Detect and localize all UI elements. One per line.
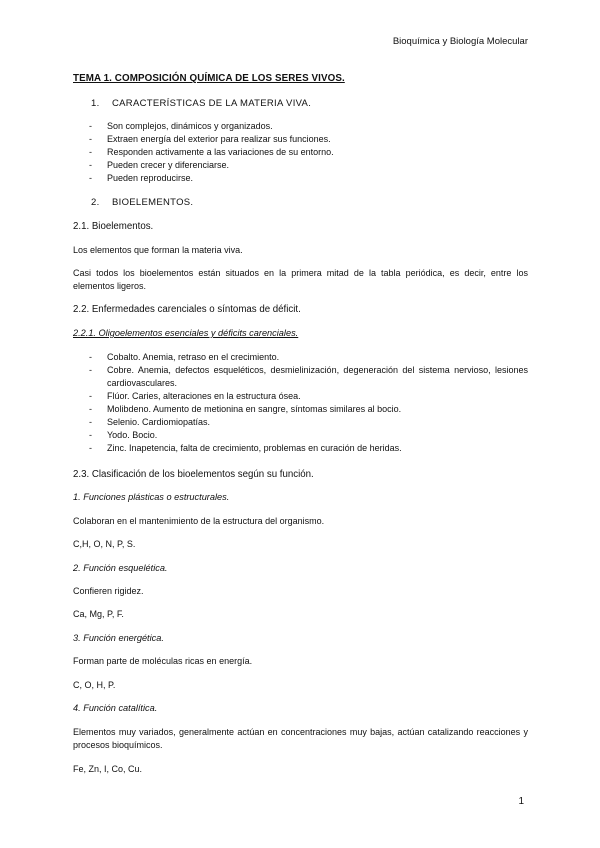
section2-heading [73, 196, 193, 209]
list-item: - Flúor. Caries, alteraciones en la estructura ósea. [89, 391, 301, 401]
list-item: - Pueden reproducirse. [89, 173, 194, 183]
list-item: - Son complejos, dinámicos y organizados. [89, 121, 273, 131]
s21-heading: 2.1. Bioelementos. [73, 221, 154, 232]
s221-heading: 2.2.1. Oligoelementos esenciales y déficits carenciales. [73, 328, 299, 338]
list-item: - Cobre. Anemia, defectos esqueléticos, desmielinización, degeneración del sistema nervioso, lesiones cardiovasculares. [89, 365, 528, 388]
function-4-elements: Fe, Zn, I, Co, Cu. [73, 764, 143, 774]
main-title: TEMA 1. COMPOSICIÓN QUÍMICA DE LOS SERES VIVOS. [73, 73, 345, 84]
list-item: - Responden activamente a las variaciones de su entorno. [89, 147, 334, 157]
function-3-desc: Forman parte de moléculas ricas en energía. [73, 656, 253, 666]
s22-list [73, 351, 528, 455]
function-2-elements: Ca, Mg, P, F. [73, 609, 124, 619]
list-item: - Selenio. Cardiomiopatías. [89, 417, 211, 427]
function-3-elements: C, O, H, P. [73, 680, 116, 690]
section1-list [73, 120, 528, 185]
function-1-desc: Colaboran en el mantenimiento de la estructura del organismo. [73, 516, 325, 526]
function-1-title: 1. Funciones plásticas o estructurales. [73, 492, 230, 502]
s21-paragraph-2: Casi todos los bioelementos están situados en la primera mitad de la tabla periódica, es decir, entre los elementos ligeros. [73, 268, 528, 291]
function-2-desc: Confieren rigidez. [73, 586, 144, 596]
function-1-elements: C,H, O, N, P, S. [73, 539, 136, 549]
function-2-title: 2. Función esquelética. [73, 563, 168, 573]
page-number: 1 [518, 796, 524, 807]
s21-paragraph-1: Los elementos que forman la materia viva. [73, 245, 243, 255]
function-3-title: 3. Función energética. [73, 633, 164, 643]
running-header: Bioquímica y Biología Molecular [392, 36, 528, 47]
function-4-desc: Elementos muy variados, generalmente actúan en concentraciones muy bajas, actúan catalizando reacciones y procesos bioquímicos. [73, 727, 528, 750]
section2-number: 2. [91, 197, 100, 208]
s22-heading: 2.2. Enfermedades carenciales o síntomas de déficit. [73, 304, 301, 315]
section1-heading [73, 97, 311, 110]
list-item: - Yodo. Bocio. [89, 430, 158, 440]
section2-title: BIOELEMENTOS. [112, 197, 194, 208]
list-item: - Zinc. Inapetencia, falta de crecimiento, problemas en curación de heridas. [89, 443, 402, 453]
s23-heading: 2.3. Clasificación de los bioelementos según su función. [73, 469, 314, 480]
list-item: - Molibdeno. Aumento de metionina en sangre, síntomas similares al bocio. [89, 404, 402, 414]
function-4-title: 4. Función catalítica. [73, 703, 158, 713]
section1-number: 1. [91, 98, 100, 109]
list-item: - Pueden crecer y diferenciarse. [89, 160, 230, 170]
list-item: - Extraen energía del exterior para realizar sus funciones. [89, 134, 331, 144]
list-item: - Cobalto. Anemia, retraso en el crecimiento. [89, 352, 280, 362]
section1-title: CARACTERÍSTICAS DE LA MATERIA VIVA. [112, 98, 312, 109]
